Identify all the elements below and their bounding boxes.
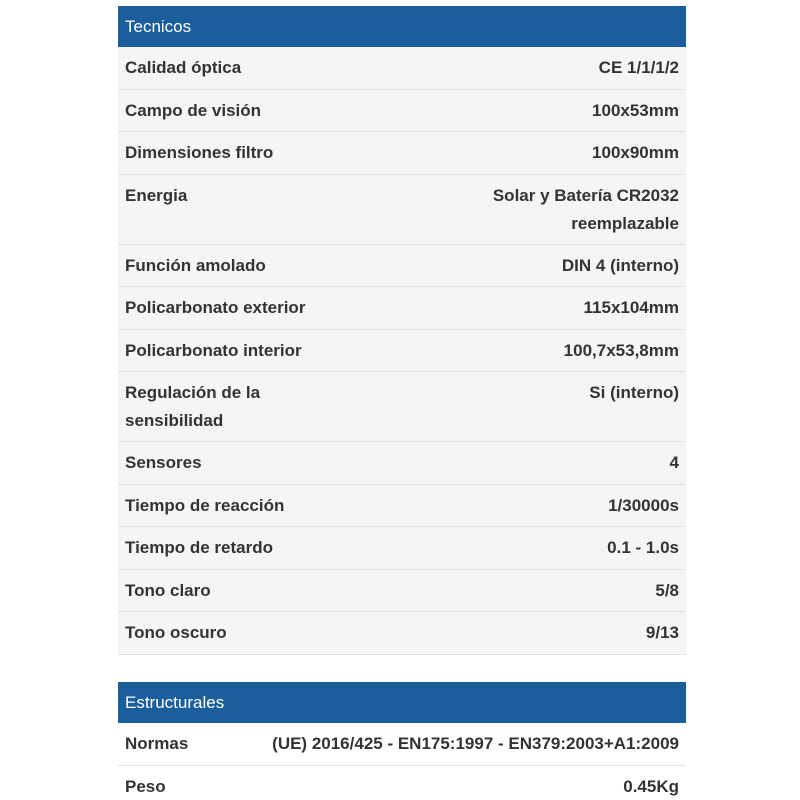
spec-row-energia bbox=[118, 175, 686, 245]
estructurales-section bbox=[118, 682, 686, 800]
spec-value: DIN 4 (interno) bbox=[561, 255, 679, 275]
spec-value: 115x104mm bbox=[583, 298, 679, 317]
spec-row-sensores bbox=[118, 442, 686, 485]
spec-value: 4 bbox=[669, 453, 679, 472]
spec-row-normas bbox=[118, 723, 686, 766]
spec-row-regulacion-sensibilidad bbox=[118, 372, 686, 442]
spec-label: Policarbonato exterior bbox=[125, 298, 306, 317]
spec-label: Función amolado bbox=[125, 255, 266, 275]
spec-value: 9/13 bbox=[645, 623, 679, 642]
spec-label: Tono oscuro bbox=[125, 623, 227, 642]
spec-row-tiempo-reaccion bbox=[118, 485, 686, 528]
spec-row-policarbonato-exterior bbox=[118, 287, 686, 330]
spec-value: 100x90mm bbox=[592, 143, 679, 162]
spec-value: (UE) 2016/425 - EN175:1997 - EN379:2003+A1:2009 bbox=[272, 734, 679, 753]
spec-value: Solar y Batería CR2032 reemplazable bbox=[492, 185, 679, 233]
spec-value: 0.1 - 1.0s bbox=[607, 538, 679, 557]
spec-row-calidad-optica bbox=[118, 47, 686, 90]
spec-row-policarbonato-interior bbox=[118, 330, 686, 373]
spec-row-tono-oscuro bbox=[118, 612, 686, 655]
spec-value: 5/8 bbox=[655, 580, 679, 600]
section-header-estructurales: Estructurales bbox=[118, 682, 686, 723]
spec-row-tiempo-retardo bbox=[118, 527, 686, 570]
spec-label: Tono claro bbox=[125, 580, 211, 600]
spec-label: Tiempo de reacción bbox=[125, 495, 285, 515]
spec-label: Energia bbox=[125, 185, 188, 205]
spec-value: 0.45Kg bbox=[623, 776, 679, 796]
spec-label: Regulación de la sensibilidad bbox=[125, 383, 261, 430]
spec-value: 1/30000s bbox=[608, 495, 679, 515]
spec-label: Dimensiones filtro bbox=[125, 143, 274, 162]
spec-label: Normas bbox=[125, 734, 189, 753]
spec-label: Sensores bbox=[125, 453, 202, 472]
spec-value: 100,7x53,8mm bbox=[563, 340, 679, 360]
spec-row-campo-vision bbox=[118, 90, 686, 133]
spec-label: Calidad óptica bbox=[125, 58, 242, 77]
spec-label: Policarbonato interior bbox=[125, 340, 302, 360]
spec-row-tono-claro bbox=[118, 570, 686, 613]
spec-row-dimensiones-filtro bbox=[118, 132, 686, 175]
spec-value: CE 1/1/1/2 bbox=[598, 58, 679, 77]
spec-label: Tiempo de retardo bbox=[125, 538, 273, 557]
section-header-tecnicos: Tecnicos bbox=[118, 6, 686, 47]
spec-label: Campo de visión bbox=[125, 100, 262, 120]
tecnicos-section bbox=[118, 6, 686, 655]
spec-label: Peso bbox=[125, 776, 166, 796]
spec-row-peso bbox=[118, 766, 686, 800]
spec-row-funcion-amolado bbox=[118, 245, 686, 288]
spec-value: Si (interno) bbox=[589, 383, 679, 402]
spec-value: 100x53mm bbox=[592, 100, 679, 120]
